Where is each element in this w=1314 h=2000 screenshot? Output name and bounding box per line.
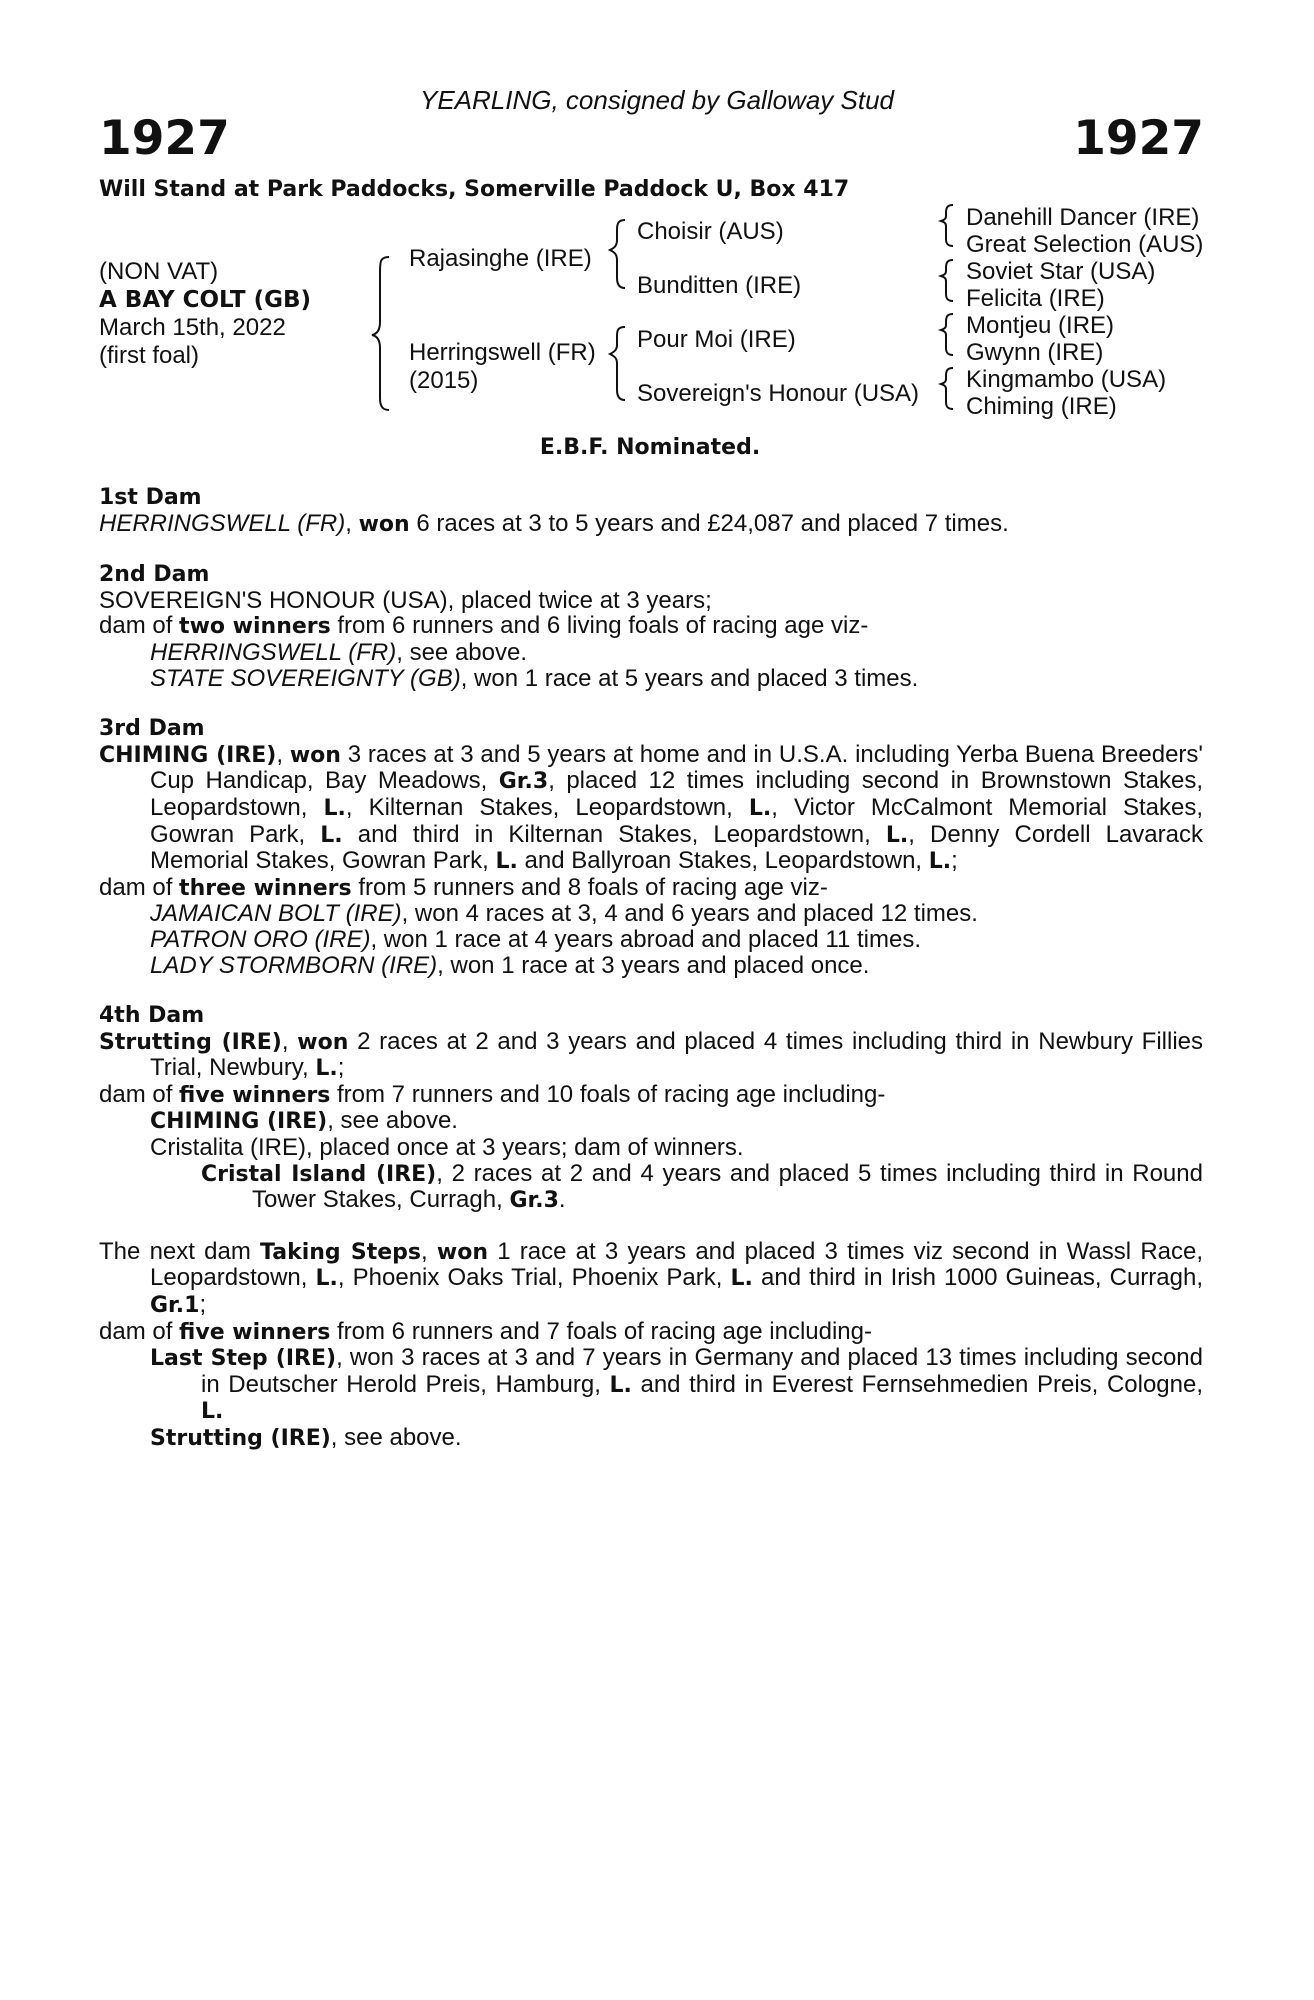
- lot-number-right: 1927: [1073, 111, 1204, 166]
- granddam-dam: Sovereign's Honour (USA): [637, 380, 920, 407]
- sire-name: Rajasinghe (IRE): [409, 245, 592, 272]
- granddam-sire: Bunditten (IRE): [637, 272, 802, 299]
- catalogue-text: [99, 485, 1203, 1452]
- first-dam-heading: 1st Dam: [99, 485, 202, 510]
- gen3-3: Soviet Star (USA): [966, 258, 1156, 285]
- grandsire-sire: Choisir (AUS): [637, 218, 784, 245]
- progeny-item: PATRON ORO (IRE), won 1 race at 4 years abroad and placed 11 times.: [150, 925, 921, 953]
- third-dam-heading: 3rd Dam: [99, 716, 205, 742]
- third-dam-entry: CHIMING (IRE), won 3 races at 3 and 5 years at home and in U.S.A. including Yerba Buena Breeders' Cup Handicap, Bay Meadows, Gr.3, placed 12 times including second in Brownstown Stakes, Leopardstown, L., Kilternan Stakes, Leopardstown, L., Victor McCalmont Memorial Stakes, Gowran Park, L. and third in Kilternan Stakes, Leopardstown, L., Denny Cordell Lavarack Memorial Stakes, Gowran Park, L. and Ballyroan Stakes, Leopardstown, L.;: [99, 740, 1204, 875]
- progeny-item: Last Step (IRE), won 3 races at 3 and 7 years in Germany and placed 13 times including second in Deutscher Herold Preis, Hamburg, L. and third in Everest Fernsehmedien Preis, Cologne, L.: [150, 1344, 1204, 1425]
- ebf-nominated: E.B.F. Nominated.: [539, 435, 761, 460]
- vat-status: (NON VAT): [99, 258, 219, 285]
- gen3-4: Felicita (IRE): [966, 285, 1105, 312]
- second-dam-heading: 2nd Dam: [99, 562, 210, 588]
- gen3-6: Gwynn (IRE): [966, 339, 1104, 366]
- progeny-item: STATE SOVEREIGNTY (GB), won 1 race at 5 years and placed 3 times.: [150, 664, 919, 692]
- second-dam-entry: SOVEREIGN'S HONOUR (USA), placed twice at 3 years;: [99, 586, 712, 614]
- gen3-5: Montjeu (IRE): [966, 312, 1115, 339]
- progeny-item: HERRINGSWELL (FR), see above.: [150, 638, 528, 666]
- second-dam-produce: dam of two winners from 6 runners and 6 living foals of racing age viz-: [99, 612, 869, 640]
- horse-name: A BAY COLT (GB): [99, 287, 312, 313]
- next-dam-produce: dam of five winners from 6 runners and 7 foals of racing age including-: [99, 1317, 872, 1345]
- consignor-subtitle: YEARLING, consigned by Galloway Stud: [419, 85, 895, 115]
- fourth-dam-heading: 4th Dam: [99, 1003, 205, 1029]
- progeny-item: Cristalita (IRE), placed once at 3 years; dam of winners.: [150, 1134, 744, 1162]
- progeny-item: LADY STORMBORN (IRE), won 1 race at 3 years and placed once.: [150, 951, 870, 979]
- fourth-dam-produce: dam of five winners from 7 runners and 10 foals of racing age including-: [99, 1080, 886, 1108]
- dam-year: (2015): [409, 367, 479, 394]
- first-dam-entry: HERRINGSWELL (FR), won 6 races at 3 to 5 years and £24,087 and placed 7 times.: [99, 509, 1009, 537]
- lot-number-left: 1927: [99, 111, 230, 166]
- dam-name: Herringswell (FR): [409, 339, 596, 366]
- next-dam-entry: The next dam Taking Steps, won 1 race at 3 years and placed 3 times viz second in Wassl Race, Leopardstown, L., Phoenix Oaks Trial, Phoenix Park, L. and third in Irish 1000 Guineas, Curragh, Gr.1;: [99, 1237, 1204, 1319]
- progeny-item: JAMAICAN BOLT (IRE), won 4 races at 3, 4 and 6 years and placed 12 times.: [150, 900, 978, 928]
- grandsire-dam: Pour Moi (IRE): [637, 326, 796, 353]
- gen3-7: Kingmambo (USA): [966, 366, 1167, 393]
- third-dam-produce: dam of three winners from 5 runners and 8 foals of racing age viz-: [99, 873, 828, 901]
- fourth-dam-entry: Strutting (IRE), won 2 races at 2 and 3 years and placed 4 times including third in Newbury Fillies Trial, Newbury, L.;: [99, 1027, 1204, 1082]
- stand-location: Will Stand at Park Paddocks, Somerville Paddock U, Box 417: [99, 177, 850, 202]
- date-of-birth: March 15th, 2022: [99, 314, 286, 341]
- gen3-1: Danehill Dancer (IRE): [966, 204, 1200, 231]
- foal-note: (first foal): [99, 342, 200, 369]
- progeny-item: Cristal Island (IRE), 2 races at 2 and 4 years and placed 5 times including third in Round Tower Stakes, Curragh, Gr.3.: [201, 1159, 1203, 1214]
- progeny-item: CHIMING (IRE), see above.: [150, 1107, 458, 1135]
- progeny-item: Strutting (IRE), see above.: [150, 1424, 462, 1451]
- gen3-8: Chiming (IRE): [966, 393, 1117, 420]
- gen3-2: Great Selection (AUS): [966, 231, 1204, 258]
